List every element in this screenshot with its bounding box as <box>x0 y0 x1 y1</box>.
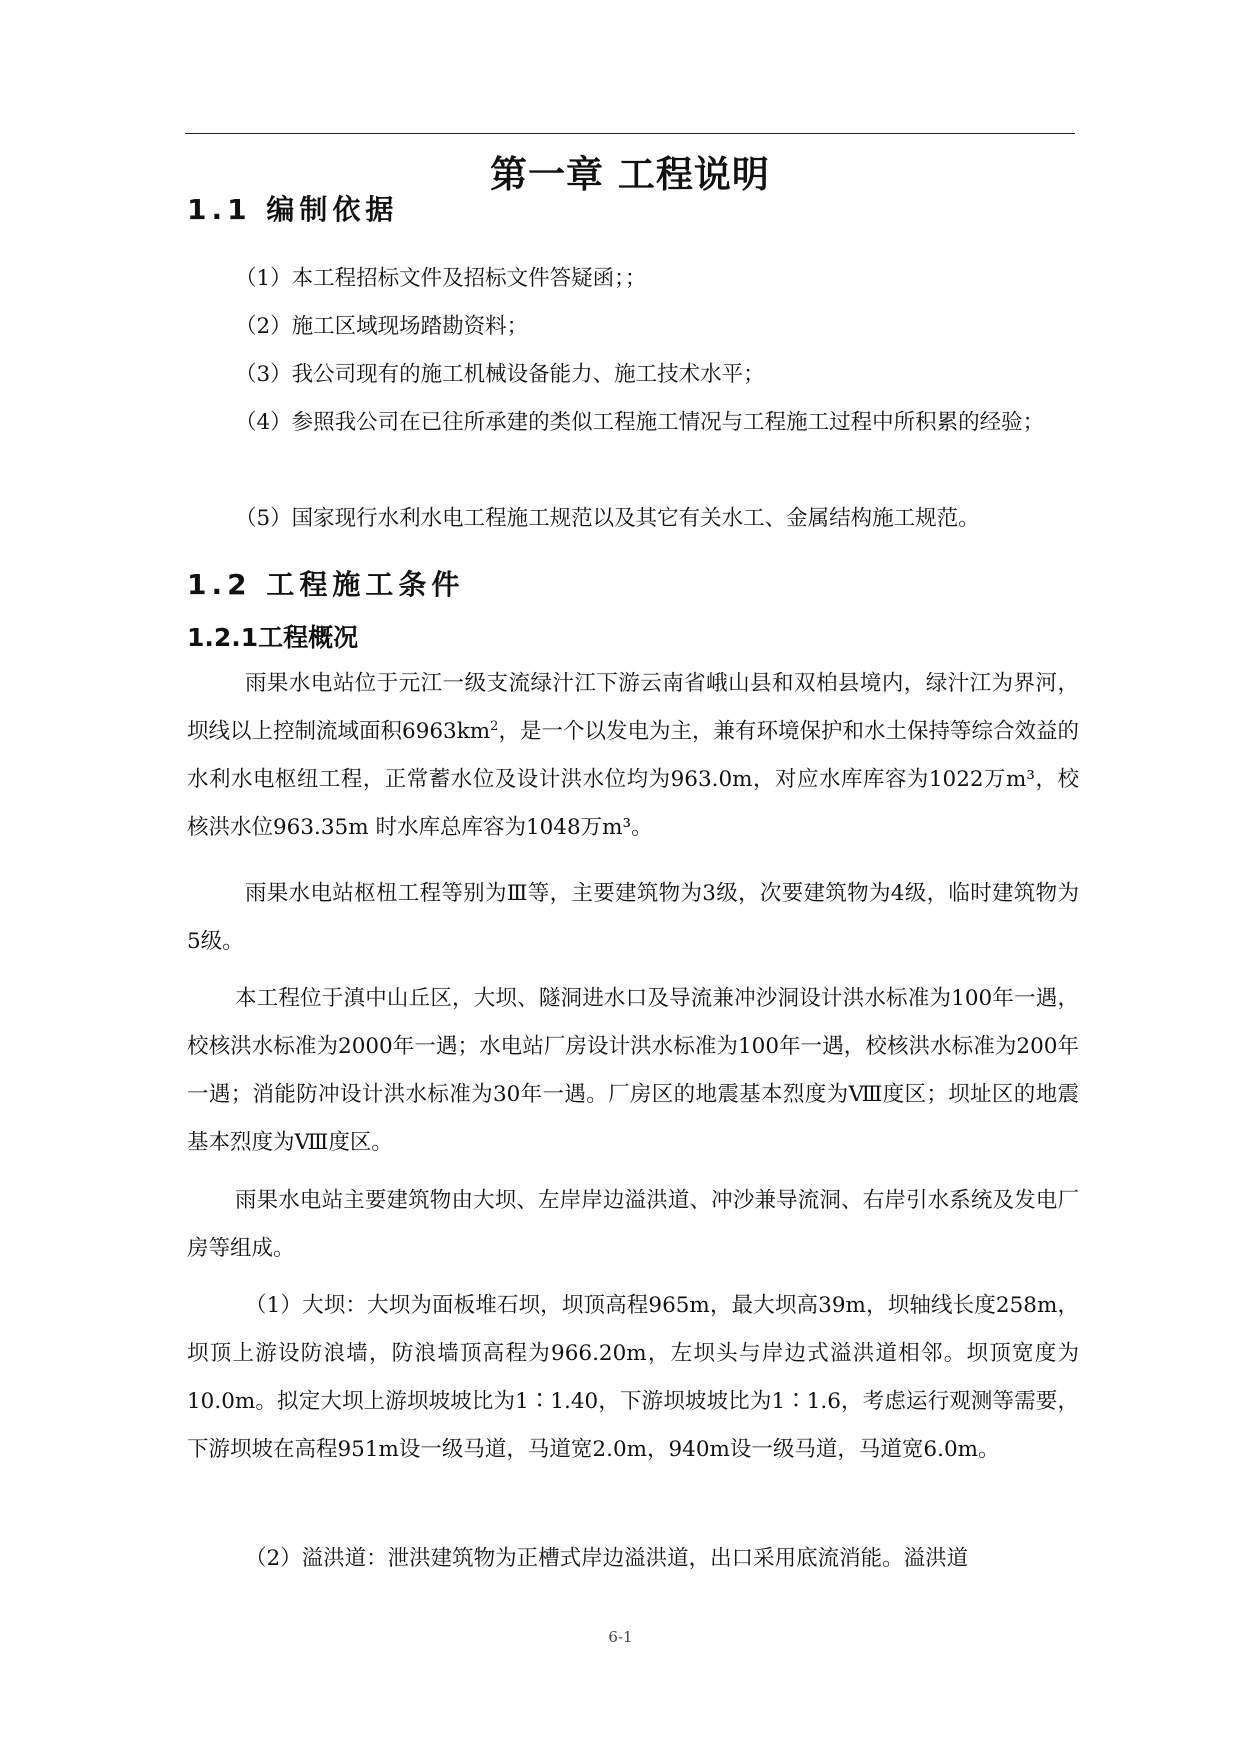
overview-paragraph-4: 雨果水电站主要建筑物由大坝、左岸岸边溢洪道、冲沙兼导流洞、右岸引水系统及发电厂房等组成。 <box>187 1188 1079 1261</box>
basis-item-4: （4）参照我公司在已往所承建的类似工程施工情况与工程施工过程中所积累的经验； <box>235 410 1045 435</box>
header-rule <box>185 133 1075 134</box>
spillway-paragraph: （2）溢洪道：泄洪建筑物为正槽式岸边溢洪道，出口采用底流消能。溢洪道 <box>245 1546 969 1571</box>
overview-p1-text-b: ，是一个以发电为主，兼有环境保护和水土保持等综合效益的水利水电枢纽工程，正常蓄水位及设计洪水位均为963.0m，对应水库库容为1022万m³，校核洪水位963.35m 时水库总库容为1048万m³。 <box>187 719 1079 840</box>
subsection-1-2-1-title: 1.2.1工程概况 <box>187 623 359 652</box>
overview-p1-text-a: 雨果水电站位于元江一级支流绿汁江下游云南省峨山县和双柏县境内，绿汁江为界河，坝线以上控制流域面积6963km <box>187 671 1079 744</box>
overview-p1-superscript: 2 <box>490 718 499 734</box>
basis-item-1: （1）本工程招标文件及招标文件答疑函；； <box>235 266 647 291</box>
overview-paragraph-1 <box>187 660 1079 852</box>
basis-item-5: （5）国家现行水利水电工程施工规范以及其它有关水工、金属结构施工规范。 <box>235 506 980 531</box>
chapter-title: 第一章 工程说明 <box>490 153 770 196</box>
section-1-1-title: 1.1 编制依据 <box>187 193 399 226</box>
basis-item-3: （3）我公司现有的施工机械设备能力、施工技术水平； <box>235 362 765 387</box>
overview-paragraph-3: 本工程位于滇中山丘区，大坝、隧洞进水口及导流兼冲沙洞设计洪水标准为100年一遇，校核洪水标准为2000年一遇；水电站厂房设计洪水标准为100年一遇，校核洪水标准为200年一遇；消能防冲设计洪水标准为30年一遇。厂房区的地震基本烈度为Ⅷ度区；坝址区的地震基本烈度为Ⅷ度区。 <box>187 986 1079 1155</box>
basis-item-2: （2）施工区域现场踏勘资料； <box>235 314 529 339</box>
section-1-2-title: 1.2 工程施工条件 <box>187 568 465 601</box>
overview-paragraph-2: 雨果水电站枢杻工程等别为Ⅲ等，主要建筑物为3级，次要建筑物为4级，临时建筑物为5级。 <box>187 881 1079 954</box>
dam-paragraph: （1）大坝：大坝为面板堆石坝，坝顶高程965m，最大坝高39m，坝轴线长度258m，坝顶上游设防浪墙，防浪墙顶高程为966.20m，左坝头与岸边式溢洪道相邻。坝顶宽度为10.0m。拟定大坝上游坝坡坡比为1∶1.40，下游坝坡坡比为1∶1.6，考虑运行观测等需要，下游坝坡在高程951m设一级马道，马道宽2.0m，940m设一级马道，马道宽6.0m。 <box>187 1293 1079 1462</box>
page-number: 6-1 <box>608 1628 633 1646</box>
